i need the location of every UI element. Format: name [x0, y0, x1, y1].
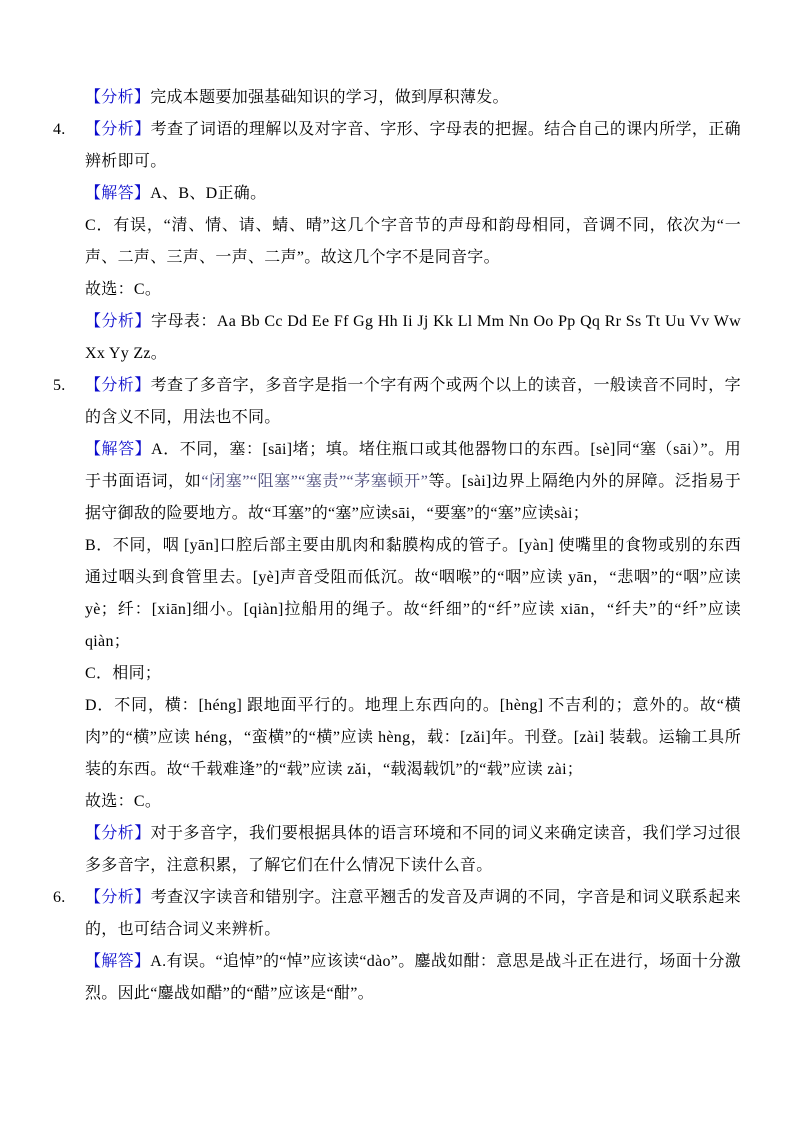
paragraph — [85, 690, 741, 786]
bracket-label: 【解答】 — [85, 953, 151, 970]
text-run: 等。[sài]边界上隔绝内外的屏障。泛指易于据守御敌的险要地方。故“耳塞”的“塞”应读sāi，“要塞”的“塞”应读sài； — [85, 473, 742, 522]
bracket-label: 【解答】 — [85, 441, 152, 458]
item-number: 5. — [53, 377, 66, 394]
paragraph — [85, 306, 741, 370]
text-run: 考查了多音字，多音字是指一个字有两个或两个以上的读音，一般读音不同时，字的含义不同，用法也不同。 — [85, 377, 741, 426]
bracket-label: 【分析】 — [85, 377, 151, 394]
text-run: 对于多音字，我们要根据具体的语言环境和不同的词义来确定读音，我们学习过很多多音字，注意积累，了解它们在什么情况下读什么音。 — [85, 825, 741, 874]
bracket-label: 【分析】 — [85, 825, 151, 842]
bracket-label: 【分析】 — [85, 89, 151, 106]
text-run: A．不同，塞：[sāi]堵；填。堵住瓶口或其他器物口的东西。[sè]同“塞（sāi）”。用于书面语词，如 — [85, 441, 742, 490]
text-run: A.有误。“追悼”的“悼”应该读“dào”。鏖战如酣：意思是战斗正在进行，场面十分激烈。因此“鏖战如醋”的“醋”应该是“酣”。 — [85, 953, 741, 1002]
lead-paragraph — [85, 82, 741, 114]
text-run: 完成本题要加强基础知识的学习，做到厚积薄发。 — [150, 89, 509, 106]
paragraph — [85, 434, 741, 530]
text-run: B．不同，咽 [yān]口腔后部主要由肌肉和黏膜构成的管子。[yàn] 使嘴里的食物或别的东西通过咽头到食管里去。[yè]声音受阻而低沉。故“咽喉”的“咽”应读 yān，“悲咽”的“咽”应读 yè；纤：[xiān]细小。[qiàn]拉船用的绳子。故“纤细”的“纤”应读 xiān，“纤夫”的“纤”应读 qiàn； — [85, 537, 741, 650]
bracket-label: 【分析】 — [85, 121, 151, 138]
answer-item-6 — [53, 882, 741, 1010]
answer-item-5 — [53, 370, 742, 882]
highlighted-term: “闭塞”“阻塞”“塞责”“茅塞顿开” — [201, 473, 429, 490]
paragraph — [85, 274, 741, 306]
bracket-label: 【分析】 — [85, 889, 151, 906]
bracket-label: 【分析】 — [85, 313, 151, 330]
text-run: 故选：C。 — [85, 793, 162, 810]
text-run: D．不同，横：[héng] 跟地面平行的。地理上东西向的。[hèng] 不吉利的；意外的。故“横肉”的“横”应读 héng，“蛮横”的“横”应读 hèng，载：[zǎi]年。刊登。[zài] 装载。运输工具所装的东西。故“千载难逢”的“载”应读 zǎi，“载渴载饥”的“载”应读 zài； — [85, 697, 741, 778]
text-run: A、B、D正确。 — [150, 185, 267, 202]
paragraph — [85, 658, 741, 690]
paragraph — [85, 178, 741, 210]
paragraph — [85, 882, 741, 946]
item-number: 6. — [53, 889, 66, 906]
text-run: C．有误，“清、情、请、蜻、晴”这几个字音节的声母和韵母相同，音调不同，依次为“一声、二声、三声、一声、二声”。故这几个字不是同音字。 — [85, 217, 741, 266]
bracket-label: 【解答】 — [85, 185, 151, 202]
text-run: 考查汉字读音和错别字。注意平翘舌的发音及声调的不同，字音是和词义联系起来的，也可结合词义来辨析。 — [85, 889, 741, 938]
text-run: 考查了词语的理解以及对字音、字形、字母表的把握。结合自己的课内所学，正确辨析即可。 — [85, 121, 741, 170]
answer-key-document — [53, 82, 742, 1010]
paragraph — [85, 946, 741, 1010]
paragraph — [85, 530, 741, 658]
paragraph — [85, 210, 741, 274]
text-run: 故选：C。 — [85, 281, 162, 298]
paragraph — [85, 114, 741, 178]
paragraph — [85, 370, 741, 434]
text-run: C．相同； — [85, 665, 162, 682]
paragraph — [85, 786, 741, 818]
text-run: 字母表：Aa Bb Cc Dd Ee Ff Gg Hh Ii Jj Kk Ll Mm Nn Oo Pp Qq Rr Ss Tt Uu Vv Ww Xx Yy Zz。 — [85, 313, 741, 362]
paragraph — [85, 818, 741, 882]
answer-item-4 — [53, 114, 741, 370]
item-number: 4. — [53, 121, 66, 138]
